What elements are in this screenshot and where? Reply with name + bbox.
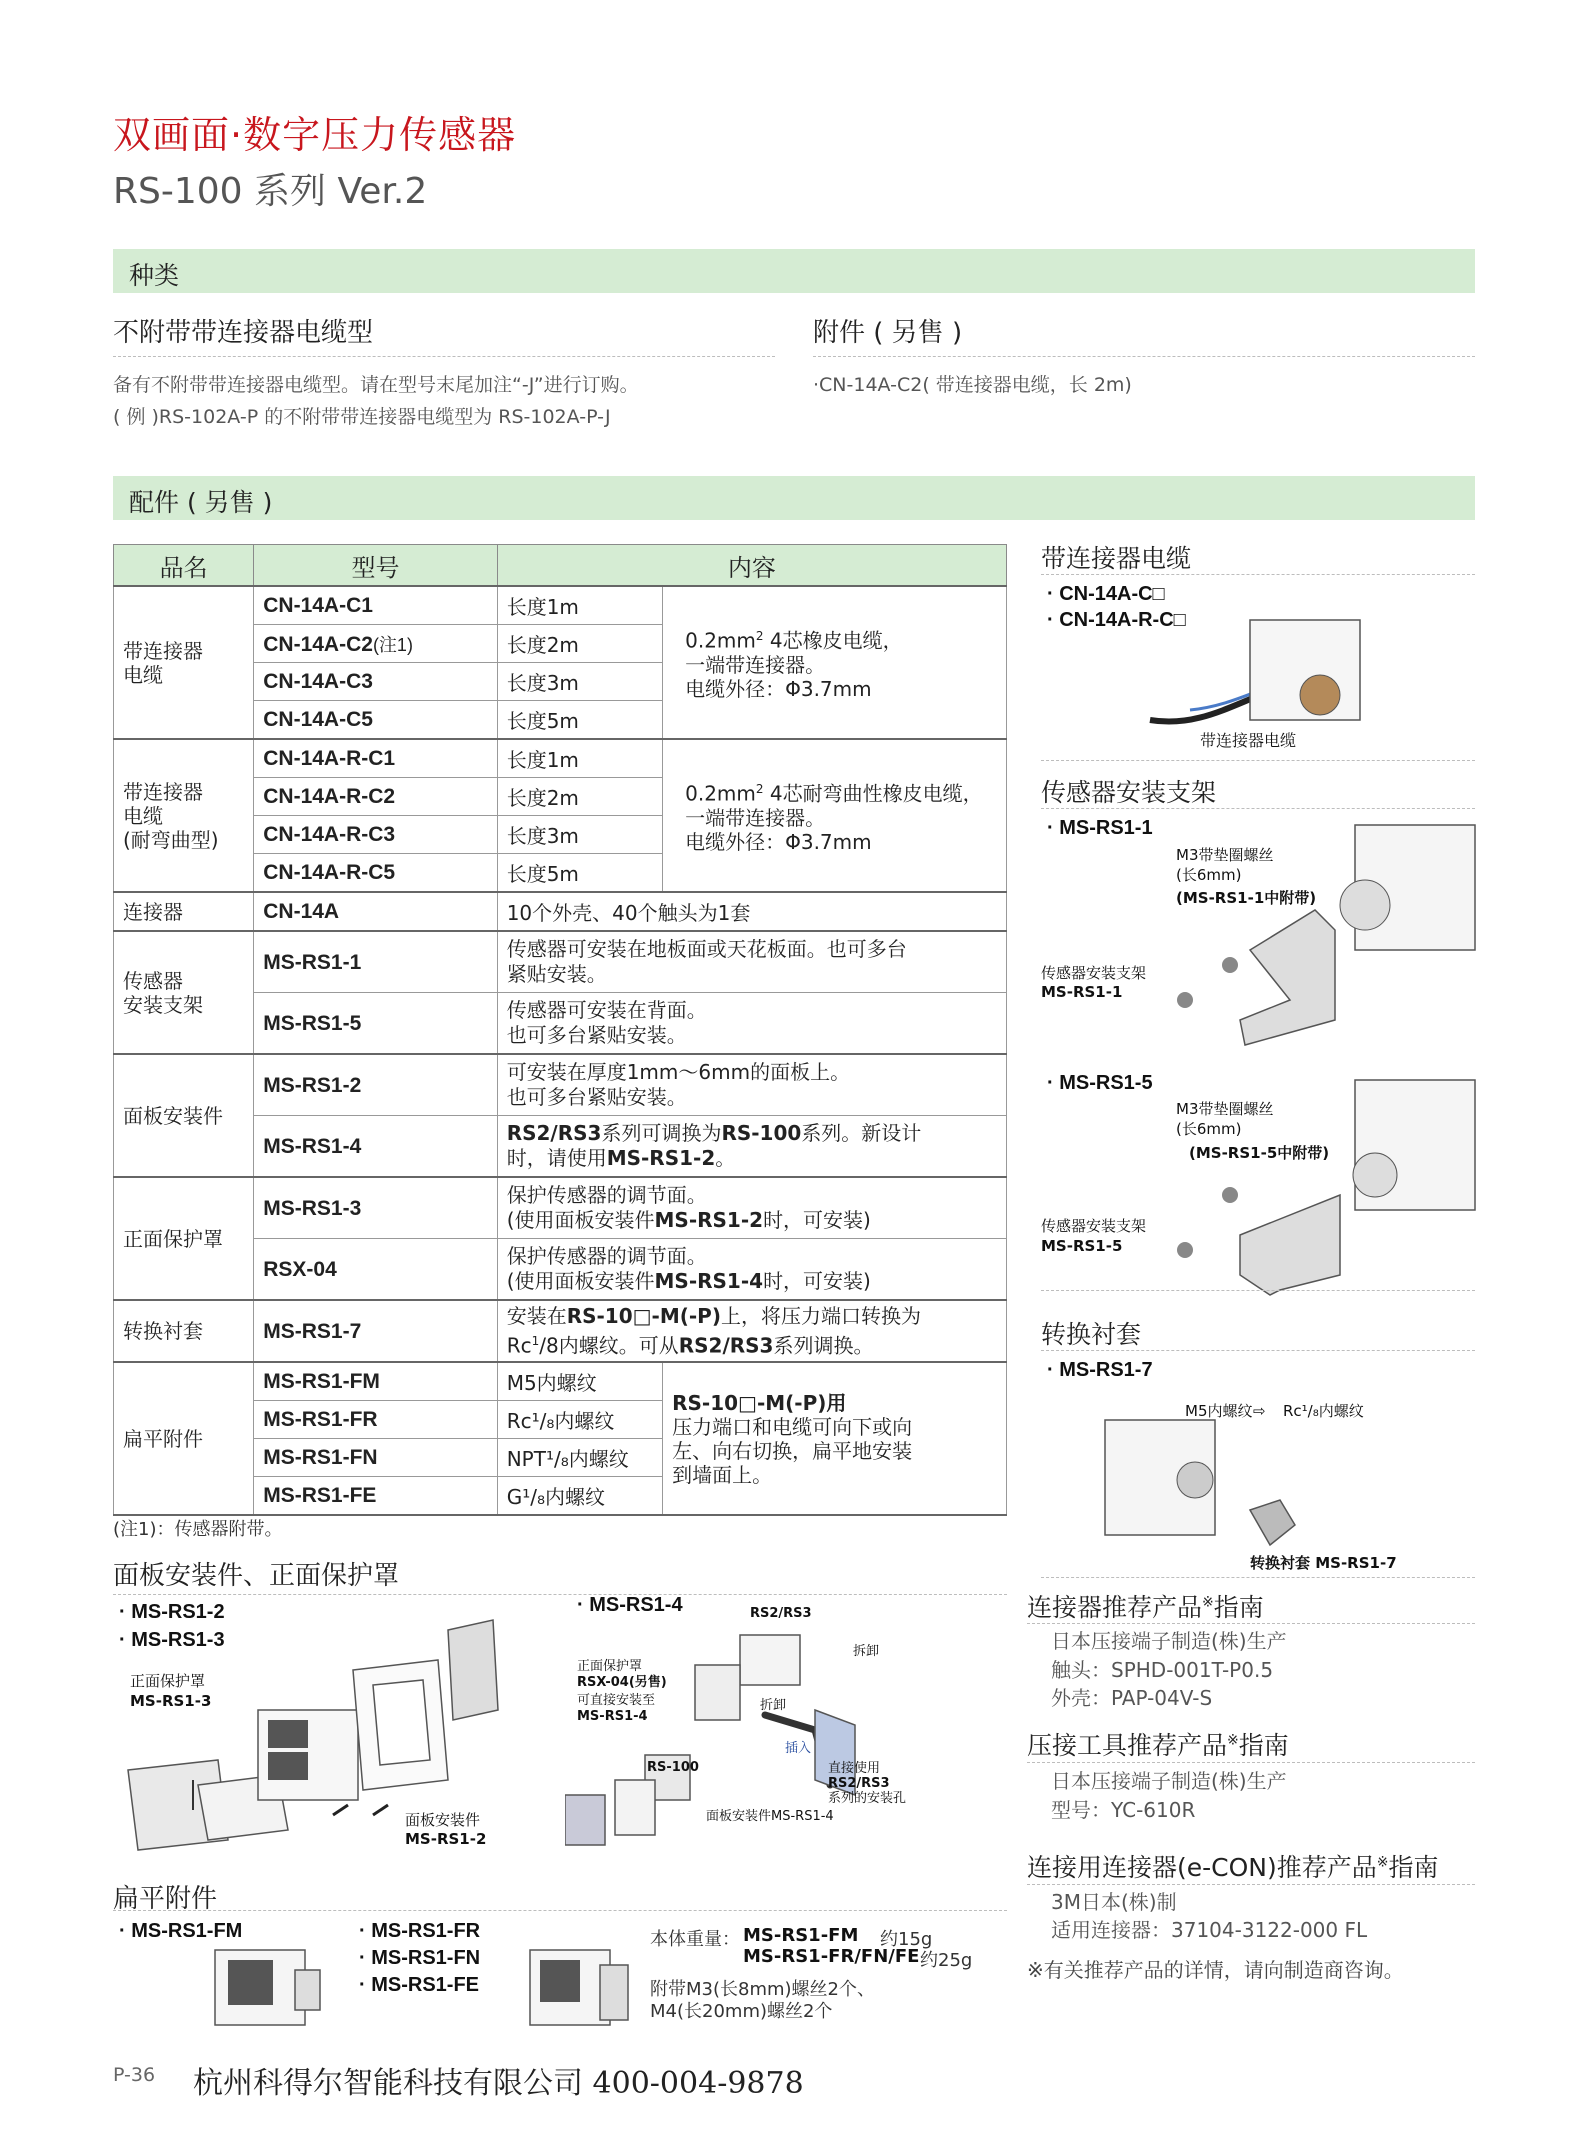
model-cell: CN-14A-R-C2 — [254, 778, 497, 816]
cable-title: 带连接器电缆 — [1041, 544, 1192, 573]
bracket-shape — [448, 1620, 498, 1720]
flat-model-1: · MS-RS1-FM — [119, 1920, 243, 1942]
flat-weight-model-2: MS-RS1-FR/FN/FE — [743, 1946, 920, 1967]
length-cell: 长度2m — [497, 778, 662, 816]
flat-model-3: · MS-RS1-FN — [359, 1947, 481, 1969]
desc-text: 电缆外径：Φ3.7mm — [685, 829, 872, 854]
ms-rs1-4-label-remove: 拆卸 — [853, 1644, 880, 1659]
bracket2-illustration — [1150, 1075, 1480, 1305]
recommend2-title-text: 压接工具推荐产品 — [1027, 1731, 1228, 1760]
divider — [1027, 1762, 1475, 1763]
desc-text: (使用面板安装件 — [506, 1208, 655, 1232]
category-cell: 正面保护罩 — [114, 1177, 254, 1300]
model-cell: MS-RS1-3 — [254, 1177, 497, 1239]
panel-model-2: · MS-RS1-3 — [119, 1629, 225, 1651]
divider — [113, 1594, 1007, 1595]
bracket-model-2: · MS-RS1-5 — [1047, 1072, 1153, 1094]
bracket-title: 传感器安装支架 — [1041, 778, 1217, 807]
model-cell: CN-14A-C3 — [254, 663, 497, 701]
ms-rs1-4-label-rs23: RS2/RS3 — [750, 1606, 812, 1621]
flat-model-4: · MS-RS1-FE — [359, 1974, 479, 1996]
recommend3-title — [1027, 1848, 1439, 1884]
desc-text: 保护传感器的调节面。 — [506, 1244, 707, 1268]
divider — [1041, 808, 1475, 809]
panel-cutout-shape — [373, 1680, 430, 1765]
bushing-title: 转换衬套 — [1041, 1320, 1142, 1349]
desc-text: 也可多台紧贴安装。 — [506, 1085, 687, 1109]
category-cell: 扁平附件 — [114, 1362, 254, 1515]
bushing-label-1: M5内螺纹 — [1185, 1402, 1253, 1420]
panel-model-1: · MS-RS1-2 — [119, 1601, 225, 1623]
divider — [1041, 1290, 1475, 1291]
desc-text: 时，请使用 — [506, 1146, 607, 1170]
cable-label: 带连接器电缆 — [1200, 731, 1297, 750]
model-cell: CN-14A-R-C3 — [254, 816, 497, 854]
bracket1-illustration — [1150, 820, 1480, 1050]
desc-bold: MS-RS1-4 — [654, 1269, 764, 1293]
recommend2-title — [1027, 1726, 1289, 1762]
divider — [1041, 1350, 1475, 1351]
ms-rs1-4-label-cover-model: RSX-04(另售) — [577, 1675, 667, 1690]
desc-bold: RS-10□-M(-P) — [566, 1303, 721, 1328]
flat-weight-val-1: 约15g — [880, 1929, 933, 1950]
table-header-row — [114, 545, 1007, 587]
display-shape — [268, 1752, 308, 1780]
divider — [1041, 574, 1475, 575]
desc-text: 上，将压力端口转换为 — [720, 1303, 921, 1328]
bracket1-label-1: M3带垫圈螺丝 — [1176, 846, 1274, 864]
category-cell — [114, 739, 254, 892]
desc-text: 传感器可安装在背面。 — [506, 998, 707, 1022]
bracket2-label-5: MS-RS1-5 — [1041, 1237, 1123, 1255]
desc-text: 可安装在厚度1mm～6mm的面板上。 — [506, 1060, 851, 1084]
category-cell: 面板安装件 — [114, 1054, 254, 1177]
thread-cell: Rc¹/₈内螺纹 — [497, 1401, 662, 1439]
model-cell: CN-14A — [254, 892, 497, 931]
desc-text: 紧贴安装。 — [506, 962, 607, 986]
divider — [1041, 760, 1475, 761]
desc-cell — [497, 1116, 1006, 1178]
flat-fm-illustration — [210, 1935, 330, 2035]
table-row — [114, 1300, 1007, 1362]
panel-label-cover-model: MS-RS1-3 — [130, 1692, 212, 1710]
page-title: 双画面·数字压力传感器 — [113, 113, 517, 157]
flat-fr-illustration — [525, 1935, 635, 2035]
length-cell: 长度5m — [497, 854, 662, 893]
display-shape — [268, 1720, 308, 1748]
length-cell: 长度5m — [497, 701, 662, 740]
desc-bold: MS-RS1-2 — [654, 1208, 764, 1232]
desc-text: 一端带连接器。 — [685, 652, 826, 677]
table-row — [114, 586, 1007, 625]
length-cell: 长度2m — [497, 625, 662, 663]
category-cell — [114, 931, 254, 1054]
bracket1-label-3: (MS-RS1-1中附带) — [1176, 889, 1317, 907]
accessories-section-bar — [113, 476, 1475, 520]
cable-model-1: · CN-14A-C□ — [1047, 583, 1165, 605]
desc-text: 内螺纹。可从 — [558, 1333, 679, 1358]
length-cell: 长度3m — [497, 663, 662, 701]
category-text: 带连接器 — [123, 638, 203, 663]
table-footnote: (注1)：传感器附带。 — [113, 1519, 283, 1540]
desc-sup: 2 — [755, 782, 764, 797]
length-cell: 长度3m — [497, 816, 662, 854]
panel-label-cover: 正面保护罩 — [130, 1672, 206, 1690]
ms-rs1-4-label-cover: 正面保护罩 — [577, 1659, 643, 1674]
thread-cell: NPT¹/₈内螺纹 — [497, 1439, 662, 1477]
divider — [113, 1910, 1007, 1911]
model-cell: CN-14A-R-C1 — [254, 739, 497, 778]
desc-text: 系列。新设计 — [801, 1121, 922, 1145]
recommend3-line1: 3M日本(株)制 — [1051, 1890, 1177, 1914]
desc-text: /8 — [539, 1333, 559, 1358]
col-header-model: 型号 — [254, 545, 497, 587]
length-cell: 长度1m — [497, 586, 662, 625]
recommend1-title-end: 指南 — [1213, 1593, 1264, 1622]
category-text: (耐弯曲型) — [123, 827, 219, 852]
types-right-line1: ·CN-14A-C2( 带连接器电缆，长 2m) — [813, 374, 1132, 396]
divider — [1027, 1884, 1475, 1885]
ms-rs1-4-label-use3: 系列的安装孔 — [828, 1791, 907, 1806]
note-text: 到墙面上。 — [672, 1462, 773, 1487]
recommend3-line2: 适用连接器：37104-3122-000 FL — [1051, 1918, 1368, 1942]
bushing-arrow: ⇨ — [1253, 1402, 1266, 1420]
category-text: 带连接器 — [123, 779, 203, 804]
recommend1-line1: 日本压接端子制造(株)生产 — [1051, 1629, 1287, 1653]
desc-text: 。 — [715, 1146, 736, 1170]
panel-mount-illustration — [118, 1600, 578, 1860]
col-header-content: 内容 — [497, 545, 1006, 587]
length-cell: 长度1m — [497, 739, 662, 778]
table-row — [114, 892, 1007, 931]
category-cell: 连接器 — [114, 892, 254, 931]
bracket2-label-4: 传感器安装支架 — [1041, 1217, 1147, 1235]
flat-weight-label: 本体重量： — [650, 1929, 740, 1950]
thread-cell: M5内螺纹 — [497, 1362, 662, 1401]
bracket2-label-1: M3带垫圈螺丝 — [1176, 1100, 1274, 1118]
model-cell: MS-RS1-5 — [254, 993, 497, 1055]
types-heading: 种类 — [129, 261, 180, 290]
bracket1-label-2: (长6mm) — [1176, 866, 1242, 884]
ms-rs1-4-label-direct-model: MS-RS1-4 — [577, 1709, 648, 1724]
types-left-title: 不附带带连接器电缆型 — [113, 318, 374, 348]
divider — [113, 356, 775, 357]
desc-text: 时，可安装) — [763, 1269, 871, 1293]
ms-rs1-4-label-use1: 直接使用 — [828, 1761, 881, 1776]
bushing-model: · MS-RS1-7 — [1047, 1359, 1153, 1381]
bracket2-label-2: (长6mm) — [1176, 1120, 1242, 1138]
accessories-heading: 配件 ( 另售 ) — [129, 488, 273, 517]
table-row — [114, 1054, 1007, 1116]
desc-cell — [497, 993, 1006, 1055]
bracket1-label-5: MS-RS1-1 — [1041, 983, 1123, 1001]
table-row — [114, 1362, 1007, 1401]
recommend2-line2: 型号：YC-610R — [1051, 1798, 1196, 1822]
recommend3-title-text: 连接用连接器(e-CON)推荐产品 — [1027, 1853, 1377, 1882]
desc-sup: 1 — [531, 1333, 540, 1348]
model-cell: MS-RS1-2 — [254, 1054, 497, 1116]
ms-rs1-4-label-remove2: 折卸 — [760, 1698, 787, 1713]
ms-rs1-4-label-direct: 可直接安装至 — [577, 1693, 656, 1708]
category-text: 安装支架 — [123, 992, 203, 1017]
bushing-label-3: 转换衬套 MS-RS1-7 — [1250, 1554, 1397, 1572]
table-row — [114, 739, 1007, 778]
divider — [1027, 1623, 1475, 1624]
model-cell: MS-RS1-FM — [254, 1362, 497, 1401]
desc-text: 系列可调换为 — [601, 1121, 722, 1145]
desc-bold: RS2/RS3 — [678, 1333, 774, 1358]
recommend2-title-end: 指南 — [1238, 1731, 1289, 1760]
flat-screw-line1: 附带M3(长8mm)螺丝2个、 — [650, 1979, 875, 2000]
desc-text: 4芯耐弯曲性橡皮电缆， — [763, 781, 983, 806]
desc-text: 时，可安装) — [763, 1208, 871, 1232]
desc-cell — [663, 586, 1007, 739]
table-row — [114, 1177, 1007, 1239]
recommend1-title-sup: ※ — [1202, 1594, 1214, 1611]
types-section-bar — [113, 249, 1475, 293]
model-cell: MS-RS1-FR — [254, 1401, 497, 1439]
company-footer: 杭州科得尔智能科技有限公司 400-004-9878 — [193, 2066, 804, 2101]
recommend2-title-sup: ※ — [1227, 1732, 1239, 1749]
desc-cell — [497, 1239, 1006, 1301]
desc-text: 安装在 — [506, 1303, 567, 1328]
types-left-line2: ( 例 )RS-102A-P 的不附带带连接器电缆型为 RS-102A-P-J — [113, 406, 611, 428]
ms-rs1-4-label-use2: RS2/RS3 — [828, 1776, 890, 1791]
ms-rs1-4-label-insert: 插入 — [785, 1741, 812, 1756]
bushing-illustration — [1100, 1410, 1330, 1570]
ms-rs1-4-label-rs100: RS-100 — [647, 1760, 699, 1775]
recommend1-line2: 触头：SPHD-001T-P0.5 — [1051, 1658, 1274, 1682]
desc-cell: 10个外壳、40个触头为1套 — [497, 892, 1006, 931]
col-header-name: 品名 — [114, 545, 254, 587]
desc-bold: RS2/RS3 — [506, 1121, 602, 1145]
desc-cell — [497, 1054, 1006, 1116]
category-text: 电缆 — [123, 662, 163, 687]
desc-text: 系列调换。 — [773, 1333, 874, 1358]
category-cell — [114, 586, 254, 739]
desc-cell — [497, 1177, 1006, 1239]
flat-model-2: · MS-RS1-FR — [359, 1920, 481, 1942]
category-text: 电缆 — [123, 803, 163, 828]
model-cell: MS-RS1-4 — [254, 1116, 497, 1178]
model-cell: MS-RS1-7 — [254, 1300, 497, 1362]
recommend2-line1: 日本压接端子制造(株)生产 — [1051, 1769, 1287, 1793]
desc-text: (使用面板安装件 — [506, 1269, 655, 1293]
bracket1-label-4: 传感器安装支架 — [1041, 964, 1147, 982]
desc-cell — [497, 1300, 1006, 1362]
note-text: 左、向右切换，扁平地安装 — [672, 1438, 913, 1463]
note-cell — [663, 1362, 1007, 1515]
desc-text: 0.2mm — [685, 628, 756, 653]
note-bold: RS-10□-M(-P)用 — [672, 1390, 847, 1415]
flat-weight-model-1: MS-RS1-FM — [743, 1925, 859, 1946]
panel-model-3: · MS-RS1-4 — [577, 1594, 683, 1616]
desc-cell — [497, 931, 1006, 993]
types-left-line1: 备有不附带带连接器电缆型。请在型号末尾加注“-J”进行订购。 — [113, 374, 639, 396]
model-text: CN-14A-C2 — [263, 632, 373, 656]
thread-cell: G¹/₈内螺纹 — [497, 1477, 662, 1516]
accessories-table — [113, 544, 1007, 1516]
desc-cell — [663, 739, 1007, 892]
divider — [813, 356, 1475, 357]
types-right-title: 附件 ( 另售 ) — [813, 318, 963, 348]
recommend1-title — [1027, 1588, 1264, 1624]
cable-model-2: · CN-14A-R-C□ — [1047, 609, 1186, 631]
panel-section-heading: 面板安装件、正面保护罩 — [113, 1561, 400, 1591]
model-cell: MS-RS1-FN — [254, 1439, 497, 1477]
table-row — [114, 931, 1007, 993]
category-cell: 转换衬套 — [114, 1300, 254, 1362]
bracket2-label-3: (MS-RS1-5中附带) — [1189, 1144, 1330, 1162]
desc-text: 也可多台紧贴安装。 — [506, 1023, 687, 1047]
model-cell: CN-14A-R-C5 — [254, 854, 497, 893]
flat-section-heading: 扁平附件 — [113, 1884, 218, 1914]
desc-sup: 2 — [755, 629, 764, 644]
model-cell: MS-RS1-FE — [254, 1477, 497, 1516]
desc-bold: RS-100 — [721, 1121, 802, 1145]
model-cell: MS-RS1-1 — [254, 931, 497, 993]
desc-bold: MS-RS1-2 — [606, 1146, 716, 1170]
desc-text: 一端带连接器。 — [685, 805, 826, 830]
recommend1-title-text: 连接器推荐产品 — [1027, 1593, 1203, 1622]
flat-weight-val-2: 约25g — [920, 1950, 973, 1971]
recommend-note: ※有关推荐产品的详情，请向制造商咨询。 — [1027, 1958, 1404, 1982]
desc-text: 保护传感器的调节面。 — [506, 1183, 707, 1207]
page-number: P-36 — [113, 2064, 156, 2086]
ms-rs1-4-label-panel: 面板安装件MS-RS1-4 — [706, 1809, 834, 1824]
recommend1-line3: 外壳：PAP-04V-S — [1051, 1686, 1213, 1710]
cable-illustration — [1130, 600, 1410, 750]
recommend3-title-end: 指南 — [1388, 1853, 1439, 1882]
note-text: 压力端口和电缆可向下或向 — [672, 1414, 913, 1439]
desc-text: Rc — [506, 1333, 532, 1358]
recommend3-title-sup: ※ — [1376, 1854, 1389, 1871]
model-cell: CN-14A-C5 — [254, 701, 497, 740]
panel-label-panel: 面板安装件 — [405, 1811, 481, 1829]
model-cell: CN-14A-C1 — [254, 586, 497, 625]
bushing-label-2: Rc¹/₈内螺纹 — [1283, 1402, 1364, 1420]
desc-text: 传感器可安装在地板面或天花板面。也可多台 — [506, 937, 907, 961]
desc-text: 0.2mm — [685, 781, 756, 806]
bracket-model-1: · MS-RS1-1 — [1047, 817, 1153, 839]
category-text: 传感器 — [123, 968, 183, 993]
desc-text: 4芯橡皮电缆， — [763, 628, 903, 653]
model-cell — [254, 625, 497, 663]
page-subtitle: RS-100 系列 Ver.2 — [113, 171, 428, 212]
model-cell: RSX-04 — [254, 1239, 497, 1301]
panel-label-panel-model: MS-RS1-2 — [405, 1830, 487, 1848]
model-note: (注1) — [372, 634, 413, 655]
divider — [1041, 1577, 1475, 1578]
desc-text: 电缆外径：Φ3.7mm — [685, 676, 872, 701]
flat-screw-line2: M4(长20mm)螺丝2个 — [650, 2001, 833, 2022]
